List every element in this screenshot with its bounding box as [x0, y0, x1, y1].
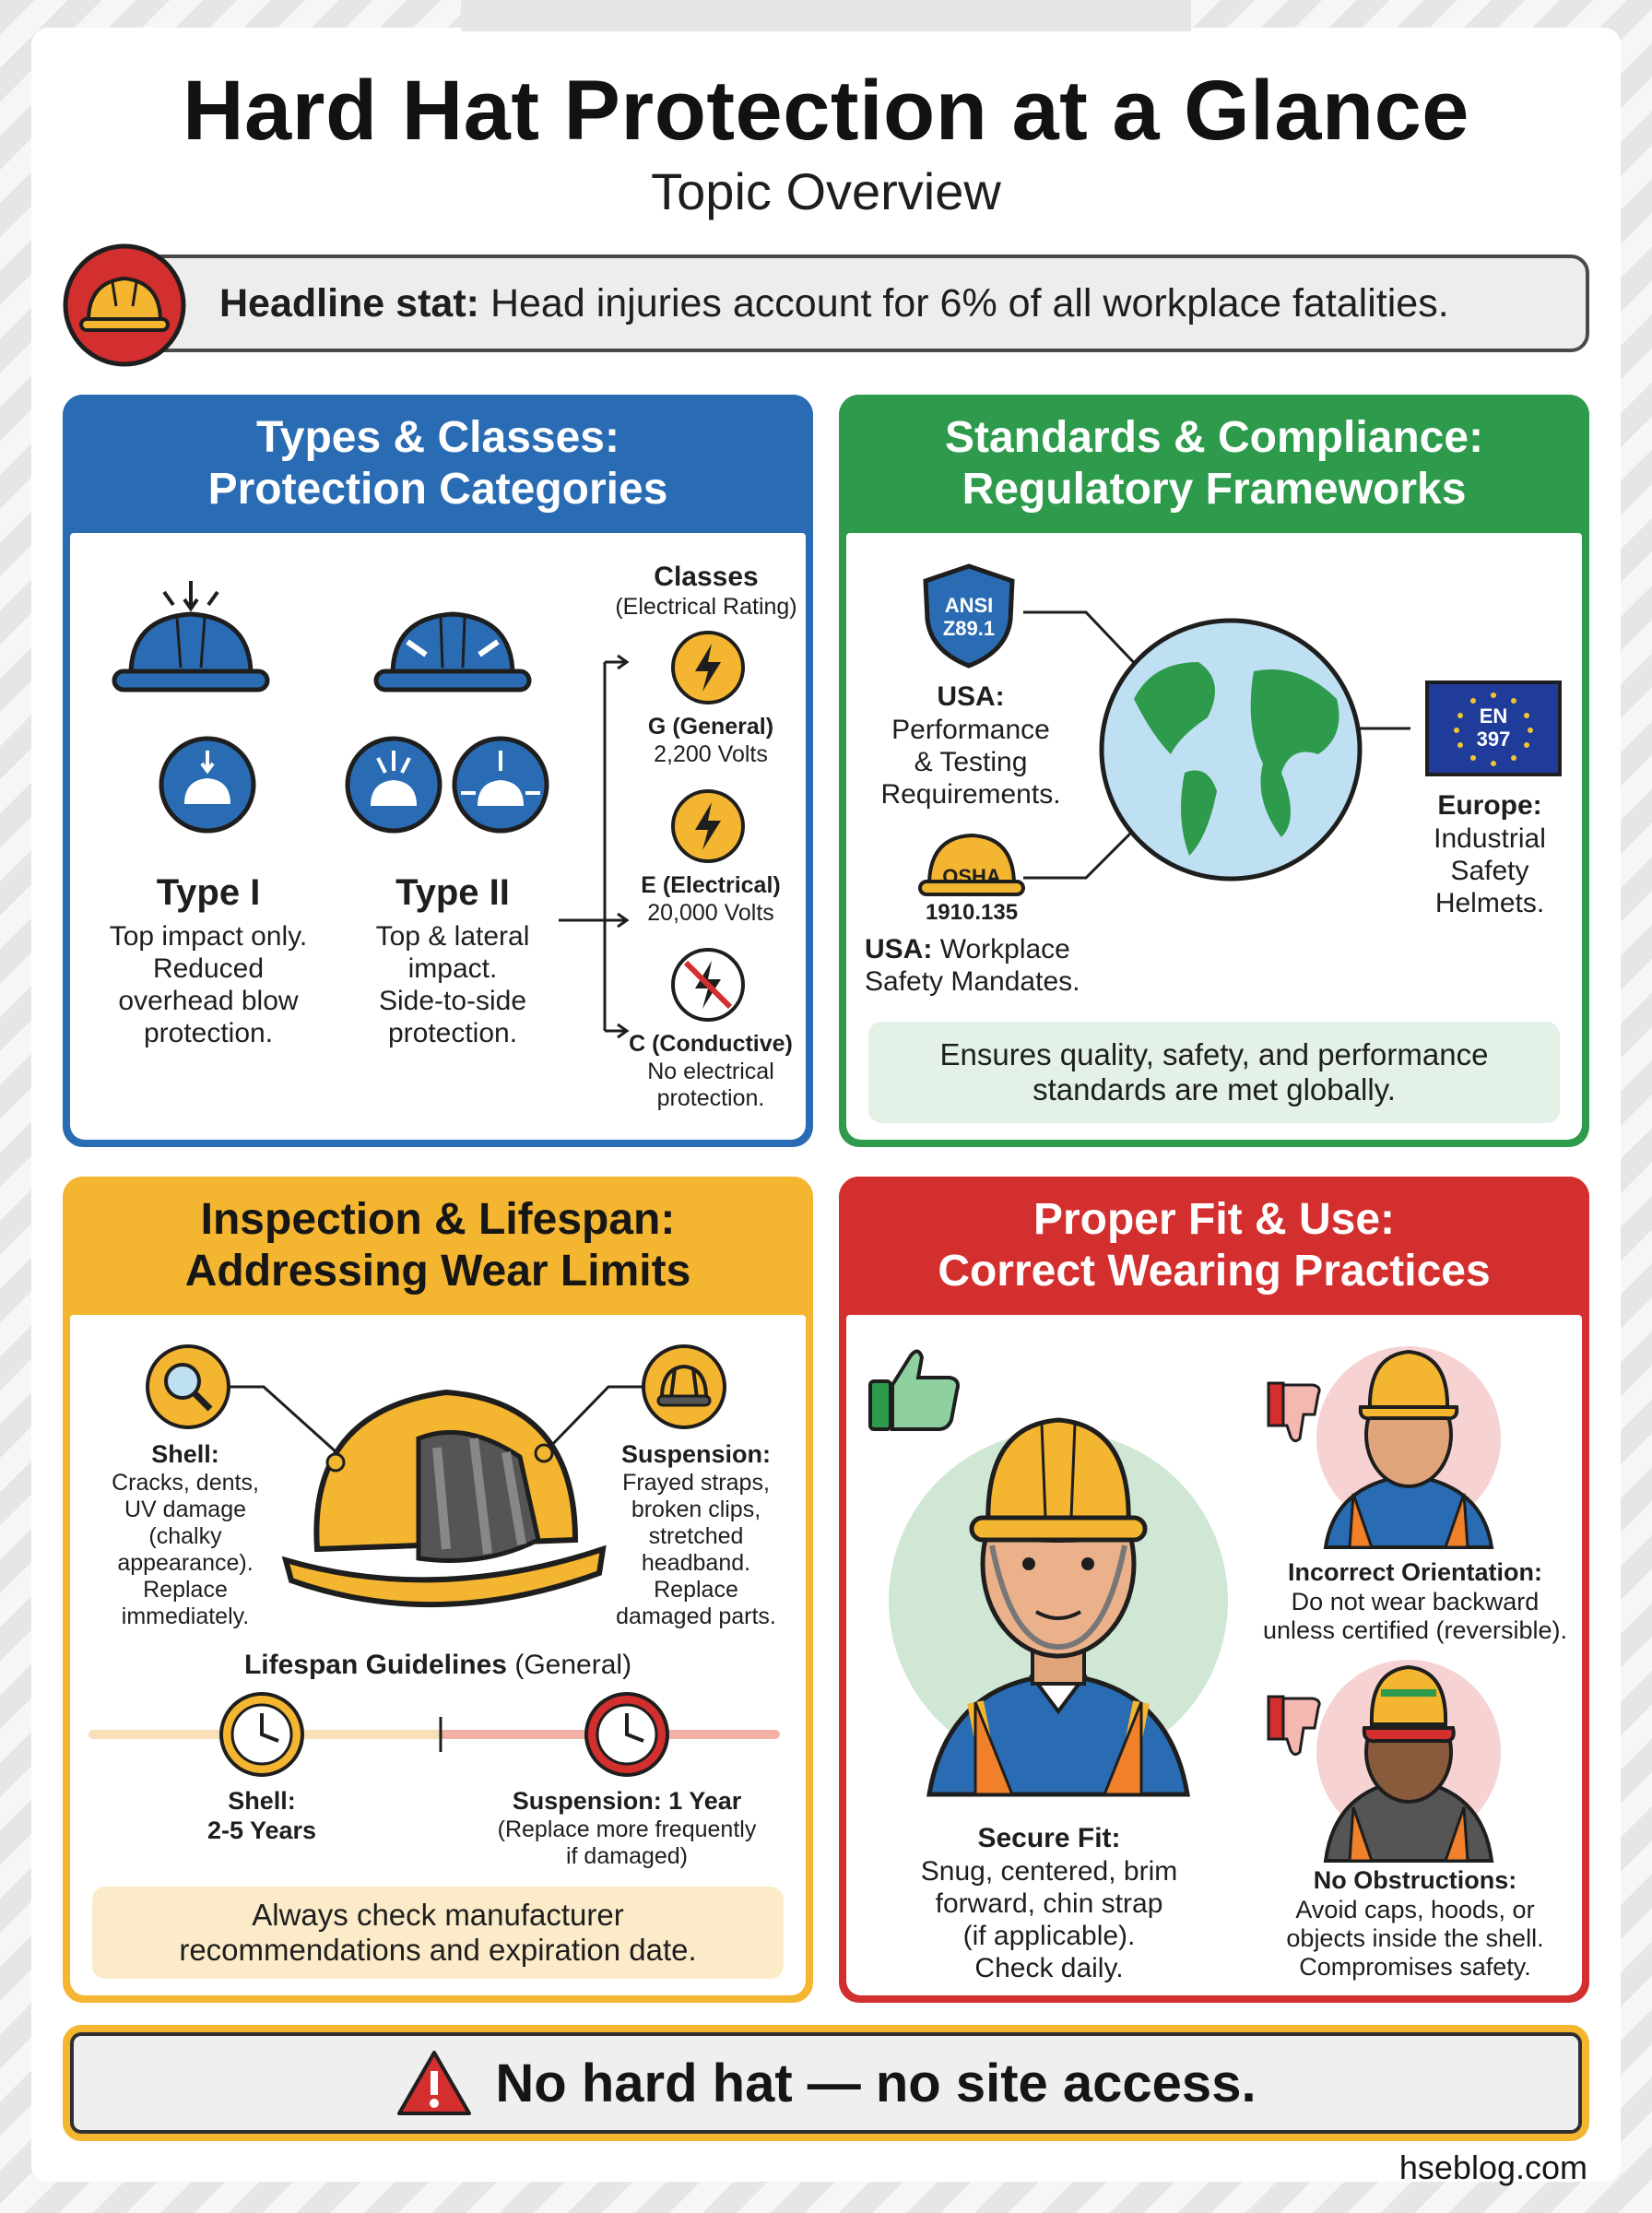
lifespan-suspension-note [470, 1817, 784, 1870]
en-description [1398, 822, 1582, 919]
lightning-bolt-icon [669, 787, 747, 865]
lifespan-timeline [70, 1684, 806, 1785]
inspection-note-line: Always check manufacturer [252, 1898, 624, 1932]
source-credit: hseblog.com [1398, 2148, 1587, 2186]
classes-subtitle: (Electrical Rating) [615, 594, 797, 620]
types-panel-header [63, 395, 813, 533]
stat-text: Head injuries account for 6% of all workplace fatalities. [490, 280, 1449, 325]
inspection-panel-header [63, 1177, 813, 1315]
lifespan-shell-value: 2-5 Years [206, 1817, 317, 1844]
secure-fit-desc-line: (if applicable). [962, 1921, 1136, 1951]
standards-note [868, 1022, 1560, 1123]
inspection-title-line1: Inspection & Lifespan: [200, 1195, 676, 1244]
globe-icon [1097, 616, 1364, 883]
page-subtitle: Topic Overview [651, 162, 1001, 220]
osha-code: 1910.135 [925, 900, 1019, 925]
fit-title-line1: Proper Fit & Use: [1032, 1195, 1396, 1244]
ansi-badge-text [918, 594, 1020, 640]
secure-fit-description [865, 1855, 1233, 1984]
ansi-desc-line: Requirements. [880, 779, 1061, 810]
type2-desc-line: impact. [407, 953, 498, 984]
shell-description [70, 1470, 301, 1630]
type1-description [79, 920, 337, 1049]
incorrect-orientation-description [1252, 1588, 1578, 1645]
types-classes-panel [63, 395, 813, 1147]
class-g-detail: 2,200 Volts [654, 741, 768, 767]
obstructions-desc-line: objects inside the shell. [1286, 1924, 1544, 1952]
suspension-desc-line: Replace [654, 1577, 738, 1603]
suspension-desc-line: stretched [648, 1523, 744, 1549]
osha-region: USA: [865, 934, 933, 964]
page-title: Hard Hat Protection at a Glance [183, 64, 1469, 158]
inspection-note [92, 1887, 784, 1979]
class-e-detail: 20,000 Volts [647, 900, 774, 926]
type1-desc-line: overhead blow [118, 986, 299, 1016]
inspection-lifespan-panel [63, 1177, 813, 2003]
orientation-desc-line: Do not wear backward [1291, 1588, 1540, 1615]
en-desc-line: Helmets. [1434, 888, 1545, 918]
no-electrical-icon [669, 946, 747, 1024]
suspension-label: Suspension: [620, 1440, 771, 1468]
standards-note-line: Ensures quality, safety, and performance [939, 1037, 1489, 1071]
type2-helmet-icon [356, 564, 549, 703]
orientation-desc-line: unless certified (reversible). [1262, 1616, 1568, 1644]
fit-panel-body [846, 1315, 1582, 1995]
type1-name: Type I [156, 872, 261, 913]
type2-description [337, 920, 568, 1049]
en-desc-line: Safety [1450, 856, 1529, 886]
en-badge-line: 397 [1476, 728, 1511, 751]
lifespan-qualifier: (General) [514, 1650, 632, 1680]
lifespan-shell-label: Shell: [228, 1787, 296, 1815]
lightning-bolt-icon [669, 629, 747, 706]
type2-desc-line: Top & lateral [375, 921, 530, 952]
shell-label: Shell: [151, 1440, 219, 1468]
type1-desc-line: Top impact only. [109, 921, 308, 952]
standards-title-line2: Regulatory Frameworks [962, 465, 1467, 514]
suspension-note-line: (Replace more frequently [497, 1817, 757, 1842]
en-region: Europe: [1437, 790, 1542, 821]
secure-fit-desc-line: Check daily. [974, 1953, 1124, 1983]
lifespan-title: Lifespan Guidelines [243, 1650, 507, 1680]
type2-desc-line: protection. [387, 1018, 518, 1048]
classes-title: Classes [654, 562, 759, 592]
shell-desc-line: Replace [143, 1577, 228, 1603]
no-obstructions-label: No Obstructions: [1313, 1866, 1517, 1894]
types-panel-body [70, 533, 806, 1140]
lifespan-suspension-label: Suspension: 1 Year [512, 1787, 742, 1815]
types-title-line1: Types & Classes: [256, 413, 620, 462]
standards-panel-header [839, 395, 1589, 533]
type2-desc-line: Side-to-side [378, 986, 527, 1016]
suspension-desc-line: headband. [641, 1550, 751, 1576]
standards-compliance-panel [839, 395, 1589, 1147]
ansi-desc-line: & Testing [914, 747, 1028, 777]
types-title-line2: Protection Categories [207, 465, 668, 514]
osha-desc-line: Safety Mandates. [865, 966, 1080, 997]
standards-note-line: standards are met globally. [1032, 1072, 1396, 1106]
type1-top-impact-icon [157, 734, 258, 835]
class-c-detail-line: protection. [656, 1085, 765, 1111]
suspension-description [586, 1470, 806, 1630]
hard-hat-icon [61, 242, 188, 369]
proper-fit-panel [839, 1177, 1589, 2003]
suspension-desc-line: Frayed straps, [622, 1470, 770, 1496]
class-c-name: C (Conductive) [629, 1031, 793, 1057]
standards-title-line1: Standards & Compliance: [944, 413, 1484, 462]
type1-helmet-icon [103, 564, 278, 703]
shell-desc-line: immediately. [121, 1604, 250, 1629]
en-desc-line: Industrial [1434, 823, 1546, 854]
type2-lateral-impact-icon [450, 734, 551, 835]
ansi-desc-line: Performance [891, 715, 1050, 745]
no-obstructions-description [1252, 1896, 1578, 1982]
suspension-harness-icon [638, 1341, 730, 1433]
type1-desc-line: protection. [143, 1018, 274, 1048]
inspection-note-line: recommendations and expiration date. [179, 1933, 697, 1967]
suspension-note-line: if damaged) [565, 1843, 689, 1869]
osha-badge-text: OSHA [942, 865, 1001, 888]
warning-triangle-icon [395, 2049, 473, 2117]
lifespan-heading [70, 1649, 806, 1681]
shell-desc-line: appearance). [117, 1550, 254, 1576]
secure-fit-desc-line: Snug, centered, brim [920, 1856, 1178, 1887]
fit-panel-header [839, 1177, 1589, 1315]
osha-desc-line: Workplace [939, 934, 1070, 964]
shell-desc-line: Cracks, dents, [112, 1470, 259, 1496]
warning-text: No hard hat — no site access. [495, 2053, 1257, 2113]
type2-name: Type II [395, 872, 510, 913]
class-e-name: E (Electrical) [641, 872, 781, 898]
class-c-detail-line: No electrical [647, 1059, 774, 1084]
ansi-badge-line: ANSI [944, 594, 994, 617]
standards-panel-body [846, 533, 1582, 1140]
ansi-region: USA: [937, 681, 1005, 712]
type2-top-impact-icon [343, 734, 444, 835]
type1-desc-line: Reduced [152, 953, 265, 984]
site-access-warning-bar [63, 2025, 1589, 2141]
worker-secure-fit-illustration [874, 1370, 1243, 1804]
stat-label: Headline stat: [219, 280, 479, 325]
warning-inner [70, 2032, 1582, 2134]
worker-obstruction-illustration [1261, 1651, 1501, 1863]
magnifying-glass-icon [142, 1341, 234, 1433]
ansi-badge-line: Z89.1 [942, 617, 996, 640]
obstructions-desc-line: Avoid caps, hoods, or [1295, 1896, 1535, 1923]
inspection-title-line2: Addressing Wear Limits [184, 1247, 691, 1296]
shell-desc-line: (chalky [148, 1523, 222, 1549]
class-g-name: G (General) [647, 714, 774, 740]
worker-backward-hat-illustration [1261, 1337, 1501, 1549]
fit-title-line2: Correct Wearing Practices [938, 1247, 1491, 1296]
incorrect-orientation-label: Incorrect Orientation: [1287, 1558, 1543, 1586]
ansi-description [856, 714, 1086, 811]
suspension-desc-line: damaged parts. [616, 1604, 776, 1629]
en-badge-line: EN [1479, 704, 1508, 728]
top-tab [461, 0, 1191, 31]
suspension-desc-line: broken clips, [631, 1497, 761, 1522]
secure-fit-desc-line: forward, chin strap [935, 1888, 1163, 1919]
obstructions-desc-line: Compromises safety. [1299, 1953, 1531, 1981]
shell-desc-line: UV damage [124, 1497, 247, 1522]
inspection-helmet-icon [280, 1355, 612, 1632]
secure-fit-label: Secure Fit: [977, 1823, 1121, 1853]
osha-description [865, 933, 1160, 998]
headline-stat-bar [101, 254, 1589, 352]
en-badge-text [1425, 704, 1562, 751]
class-bracket-arrows [559, 625, 642, 1059]
inspection-panel-body [70, 1315, 806, 1995]
class-c-detail [605, 1059, 813, 1112]
